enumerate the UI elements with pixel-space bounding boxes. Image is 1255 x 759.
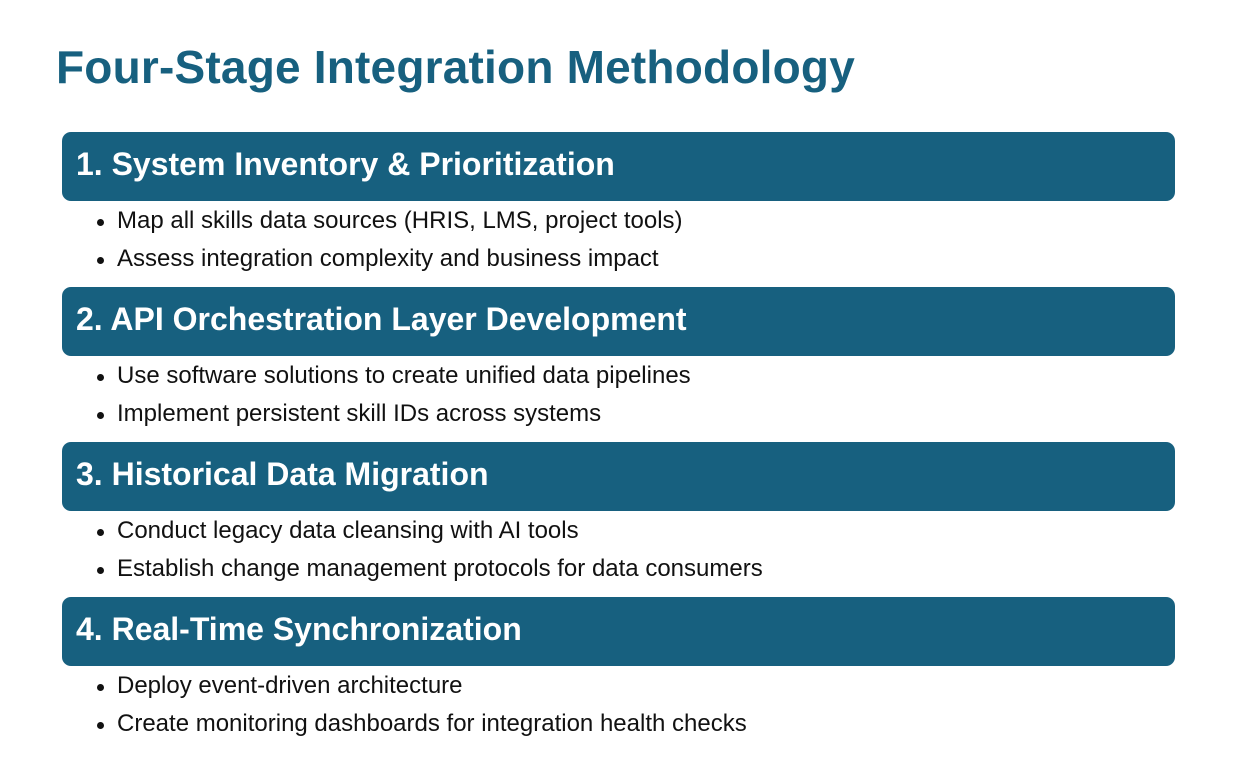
bullet-icon xyxy=(97,567,104,574)
bullet-item xyxy=(96,357,1175,395)
bullet-text: Conduct legacy data cleansing with AI tools xyxy=(117,517,579,544)
bullet-item xyxy=(96,667,1175,705)
bullet-icon xyxy=(97,257,104,264)
stage-header xyxy=(62,597,1175,666)
bullet-text: Implement persistent skill IDs across systems xyxy=(117,400,602,427)
stage-title: 1. System Inventory & Prioritization xyxy=(76,146,615,182)
bullet-list xyxy=(62,357,1175,433)
bullet-icon xyxy=(97,412,104,419)
bullet-item xyxy=(96,240,1175,278)
stage-title: 3. Historical Data Migration xyxy=(76,456,489,492)
bullet-text: Assess integration complexity and business impact xyxy=(117,245,659,272)
bullet-icon xyxy=(97,219,104,226)
bullet-item xyxy=(96,512,1175,550)
bullet-text: Create monitoring dashboards for integration health checks xyxy=(117,710,747,737)
bullet-icon xyxy=(97,374,104,381)
page-title: Four-Stage Integration Methodology xyxy=(56,41,855,93)
bullet-icon xyxy=(97,684,104,691)
bullet-item xyxy=(96,705,1175,743)
bullet-list xyxy=(62,202,1175,278)
stage-3 xyxy=(62,442,1175,588)
stage-4 xyxy=(62,597,1175,743)
bullet-list xyxy=(62,667,1175,743)
bullet-item xyxy=(96,550,1175,588)
bullet-icon xyxy=(97,722,104,729)
bullet-list xyxy=(62,512,1175,588)
stage-header xyxy=(62,132,1175,201)
stage-header xyxy=(62,287,1175,356)
stage-2 xyxy=(62,287,1175,433)
stages-list xyxy=(62,132,1175,752)
bullet-item xyxy=(96,202,1175,240)
bullet-text: Map all skills data sources (HRIS, LMS, project tools) xyxy=(117,207,683,234)
stage-title: 4. Real-Time Synchronization xyxy=(76,611,522,647)
bullet-text: Establish change management protocols for data consumers xyxy=(117,555,763,582)
stage-header xyxy=(62,442,1175,511)
bullet-text: Deploy event-driven architecture xyxy=(117,672,463,699)
bullet-icon xyxy=(97,529,104,536)
bullet-text: Use software solutions to create unified data pipelines xyxy=(117,362,691,389)
stage-title: 2. API Orchestration Layer Development xyxy=(76,301,687,337)
bullet-item xyxy=(96,395,1175,433)
stage-1 xyxy=(62,132,1175,278)
